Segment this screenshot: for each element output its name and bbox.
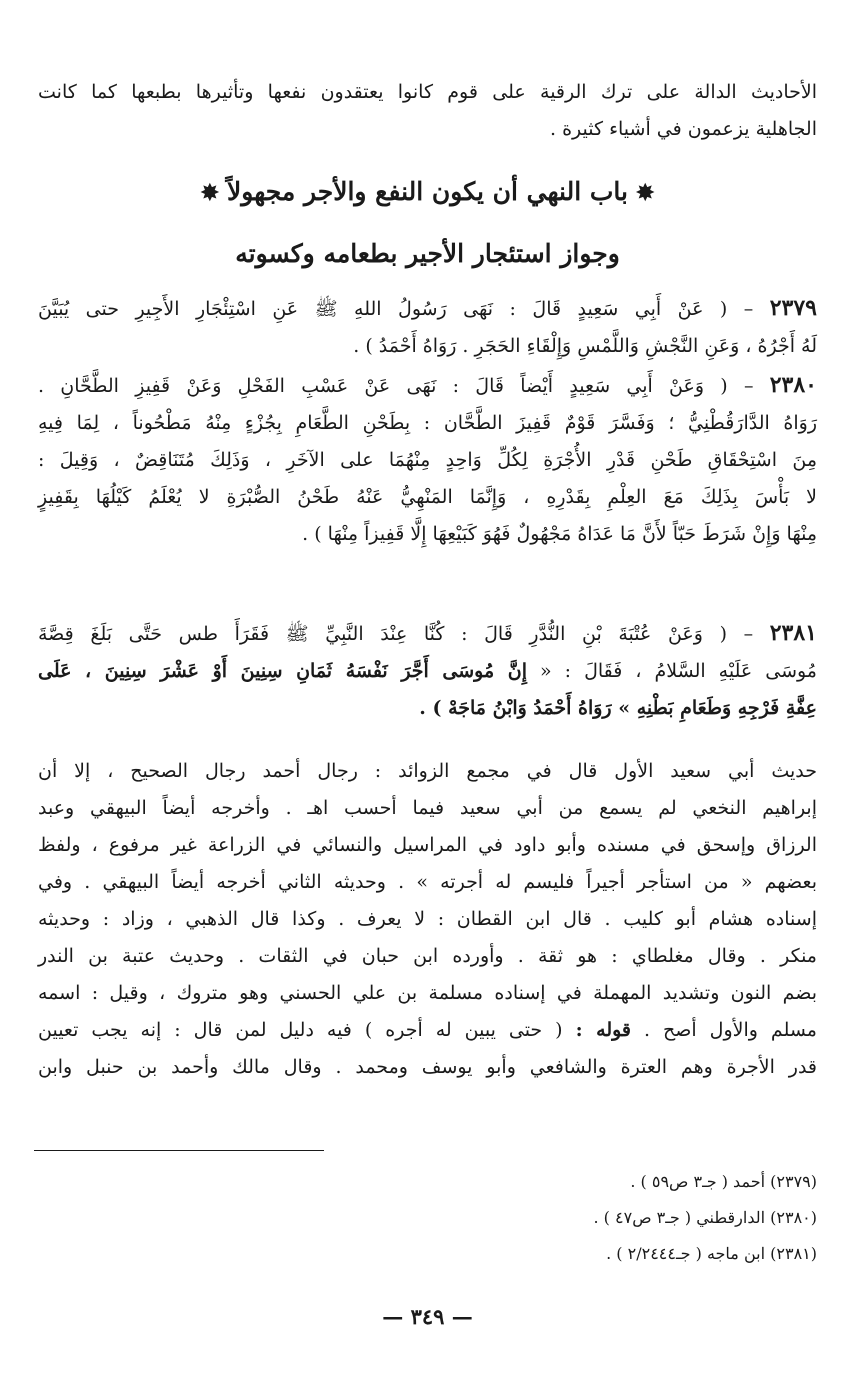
- hadith-line: لَهُ أَجْرُهُ ، وَعَنِ النَّجْشِ وَاللَّمْسِ وَإِلْقَاءِ الحَجَرِ . رَوَاهُ أَحْمَدُ ) .: [353, 335, 817, 357]
- hadith-line: مِنْهَا وَإِنْ شَرَطَ حَبّاً لأَنَّ مَا عَدَاهُ مَجْهُولٌ فَهُوَ كَبَيْعِهَا إِلَّا قَفِيزاً مِنْهَا ) .: [302, 523, 817, 545]
- chapter-subtitle: وجواز استئجار الأجير بطعامه وكسوته: [235, 239, 620, 268]
- footnotes: [38, 1164, 817, 1272]
- chapter-heading: [0, 172, 855, 213]
- commentary-line: قدر الأجرة وهم العترة والشافعي وأبو يوسف ومحمد . وقال مالك وأحمد بن حنبل وابن: [38, 1056, 817, 1078]
- footnote: (٢٣٧٩) أحمد ( جـ٣ ص٥٩ ) .: [630, 1172, 817, 1191]
- commentary-text: مسلم والأول أصح .: [644, 1019, 817, 1041]
- hadith-number: ٢٣٨٠: [769, 372, 817, 398]
- commentary-text: ( حتى يبين له أجره ) فيه دليل لمن قال : إنه يجب تعيين: [38, 1019, 563, 1041]
- hadith-line: [38, 615, 817, 653]
- commentary-line: حديث أبي سعيد الأول قال في مجمع الزوائد : رجال أحمد رجال الصحيح ، إلا أن: [38, 760, 817, 782]
- commentary-line: إبراهيم النخعي لم يسمع من أبي سعيد فيما أحسب اهـ . وأخرجه أيضاً البيهقي وعبد: [38, 797, 817, 819]
- chapter-title: باب النهي أن يكون النفع والأجر مجهولاً: [227, 177, 628, 206]
- hadith-line: مِنَ اسْتِحْقَاقِ طَحْنِ قَدْرِ الأُجْرَةِ لِكُلِّ وَاحِدٍ مِنْهُمَا على الآخَرِ ، وَذَلِكَ مُتَنَاقِضٌ ، وَقِيلَ :: [38, 449, 817, 471]
- hadith-number: ٢٣٨١: [769, 620, 817, 646]
- commentary: [38, 753, 817, 1086]
- hadith-text: مُوسَى عَلَيْهِ السَّلامُ ، فَقَالَ : «: [527, 660, 817, 682]
- intro-line: الأحاديث الدالة على ترك الرقية على قوم كانوا يعتقدون نفعها وتأثيرها بطبعها كما كانت: [38, 81, 817, 103]
- footnote: (٢٣٨٠) الدارقطني ( جـ٣ ص٤٧ ) .: [593, 1208, 817, 1227]
- hadith-line: [38, 367, 817, 405]
- hadith-2380: [38, 367, 817, 553]
- hadith-2379: [38, 290, 817, 365]
- hadith-line: لا بَأْسَ بِذَلِكَ مَعَ العِلْمِ بِقَدْرِهِ ، وَإِنَّمَا المَنْهِيُّ عَنْهُ طَحْنُ الصُّبْرَةِ لا يُعْلَمُ كَيْلُهَا بِقَفِيزٍ: [38, 486, 817, 508]
- hadith-line: عِفَّةِ فَرْجِهِ وَطَعَامِ بَطْنِهِ » رَوَاهُ أَحْمَدُ وَابْنُ مَاجَهْ ) .: [419, 697, 817, 719]
- commentary-line: [38, 1012, 817, 1049]
- hadith-text: – ( وَعَنْ عُتْبَةَ بْنِ النُّدَّرِ قَالَ : كُنَّا عِنْدَ النَّبِيِّ ﷺ فَقَرَأَ طس حَتَّى بَلَغَ قِصَّةَ: [38, 623, 754, 645]
- hadith-line: رَوَاهُ الدَّارَقُطْنِيُّ ؛ وَفَسَّرَ قَوْمٌ قَفِيزَ الطَّحَّان : بِطَحْنِ الطَّعَامِ بِجُزْءٍ مِنْهُ مَطْحُوناً ، لِمَا فِيهِ: [38, 412, 817, 434]
- commentary-line: منكر . وقال مغلطاي : هو ثقة . وأورده ابن حبان في الثقات . وحديث عتبة بن الندر: [38, 945, 817, 967]
- hadith-text: – ( وَعَنْ أَبِي سَعِيدٍ أَيْضاً قَالَ : نَهَى عَنْ عَسْبِ الفَحْلِ وَعَنْ قَفِيزِ الطَّحَّانِ .: [38, 375, 754, 397]
- intro-paragraph: [38, 74, 817, 148]
- hadith-text: – ( عَنْ أَبِي سَعِيدٍ قَالَ : نَهَى رَسُولُ اللهِ ﷺ عَنِ اسْتِئْجَارِ الأَجِيرِ حتى يُبَيَّنَ: [38, 298, 754, 320]
- page-number: — ٣٤٩ —: [382, 1304, 473, 1329]
- hadith-quote-bold: إِنَّ مُوسَى أَجَّرَ نَفْسَهُ ثَمَانِ سِنِينَ أَوْ عَشْرَ سِنِينَ ، عَلَى: [38, 660, 527, 682]
- footnote: (٢٣٨١) ابن ماجه ( جـ٢/٢٤٤٤ ) .: [606, 1244, 817, 1263]
- commentary-line: بعضهم « من استأجر أجيراً فليسم له أجرته » . وحديثه الثاني أخرجه أيضاً البيهقي . وفي: [38, 871, 817, 893]
- commentary-line: بضم النون وتشديد المهملة في إسناده مسلمة بن علي الحسني وهو متروك ، وقيل : اسمه: [38, 982, 817, 1004]
- intro-line: الجاهلية يزعمون في أشياء كثيرة .: [550, 118, 817, 140]
- hadith-line: [38, 290, 817, 328]
- hadith-2381: [38, 615, 817, 727]
- footnote-divider: [34, 1150, 324, 1151]
- hadith-number: ٢٣٧٩: [769, 295, 817, 321]
- commentary-line: الرزاق وإسحق في مسنده وأبو داود في المراسيل والنسائي في الزراعة غير مرفوع ، ولفظ: [38, 834, 817, 856]
- commentary-line: إسناده هشام أبو كليب . قال ابن القطان : لا يعرف . وكذا قال الذهبي ، وزاد : وحديثه: [38, 908, 817, 930]
- hadith-line: [38, 653, 817, 690]
- ornament-star-icon: ✸: [635, 180, 655, 206]
- commentary-label: قوله :: [575, 1019, 632, 1041]
- ornament-star-icon: ✸: [200, 180, 220, 206]
